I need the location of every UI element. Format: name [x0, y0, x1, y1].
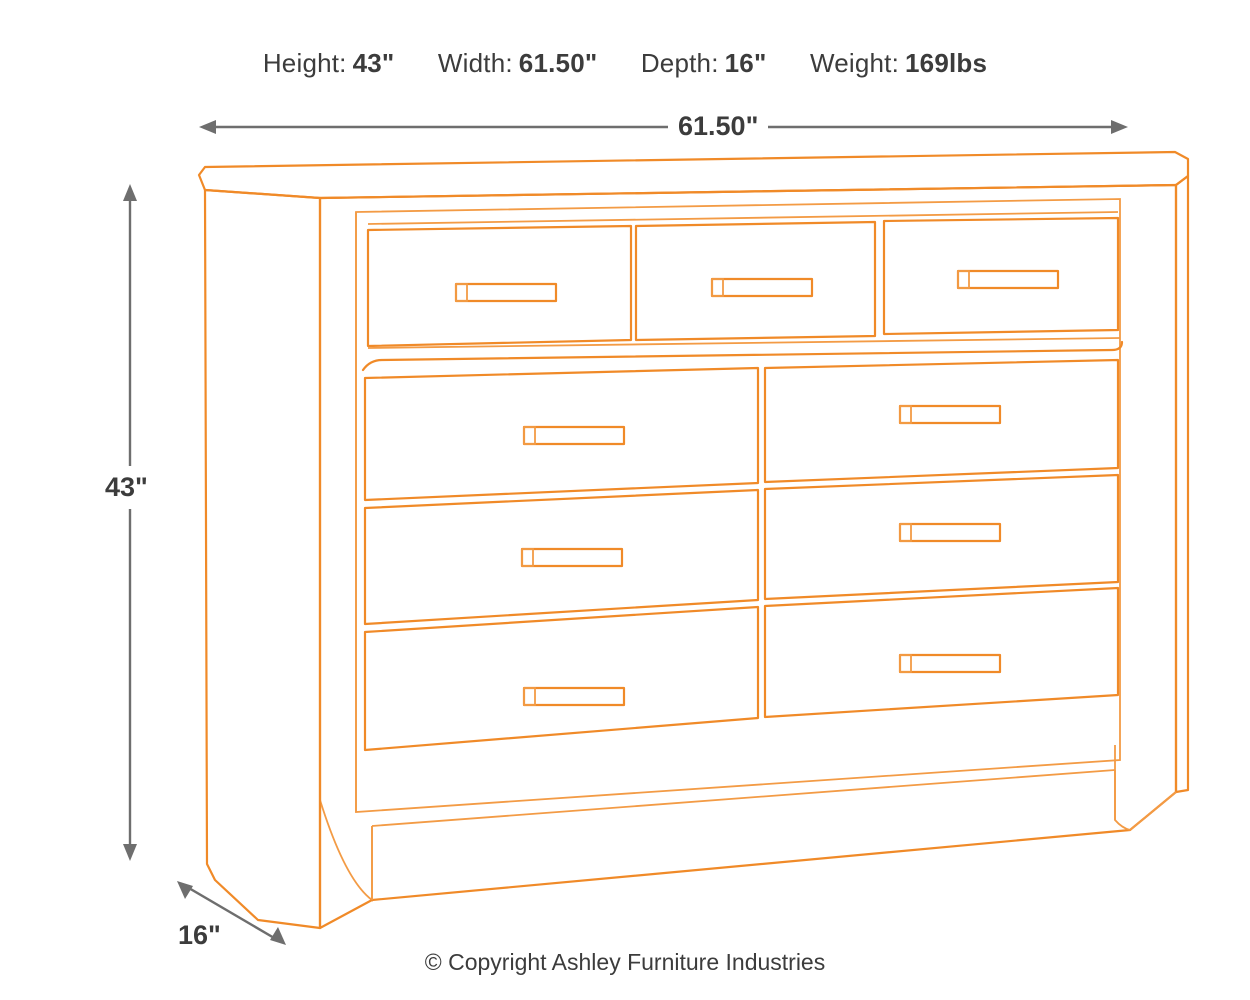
drawer-handle [958, 271, 1058, 288]
drawer-bottom-left [365, 607, 758, 750]
drawer-bottom-right [765, 588, 1118, 717]
drawer-handle [456, 284, 556, 301]
height-dimension-label: 43" [101, 466, 152, 509]
drawer-row-bottom [365, 588, 1118, 750]
drawer-row-middle-lower [365, 475, 1118, 624]
drawer-top-right [884, 218, 1118, 334]
drawer-handle [900, 406, 1000, 423]
spec-height-value: 43" [352, 48, 395, 78]
drawer-middle-upper-right [765, 360, 1118, 482]
spec-depth-value: 16" [724, 48, 767, 78]
drawer-handle [524, 427, 624, 444]
drawer-row-top [363, 212, 1122, 370]
spec-height-label: Height: [262, 48, 347, 78]
dresser-outline [199, 152, 1188, 928]
drawer-handle [712, 279, 812, 296]
drawer-middle-upper-left [365, 368, 758, 500]
spec-width-label: Width: [437, 48, 513, 78]
spec-weight-value: 169lbs [905, 48, 988, 78]
drawer-top-left [368, 226, 631, 346]
copyright-text: © Copyright Ashley Furniture Industries [424, 949, 826, 975]
height-dimension-line [123, 184, 137, 861]
drawer-handle [900, 655, 1000, 672]
width-dimension-label: 61.50" [668, 111, 768, 142]
spec-width-value: 61.50" [518, 48, 598, 78]
drawer-handle [900, 524, 1000, 541]
spec-depth-label: Depth: [640, 48, 719, 78]
depth-dimension-label: 16" [174, 920, 225, 951]
width-dimension-line [199, 120, 1128, 134]
drawer-top-center [636, 222, 875, 340]
drawer-middle-lower-right [765, 475, 1118, 599]
spec-weight-label: Weight: [809, 48, 900, 78]
drawer-handle [524, 688, 624, 705]
drawer-handle [522, 549, 622, 566]
drawer-middle-lower-left [365, 490, 758, 624]
